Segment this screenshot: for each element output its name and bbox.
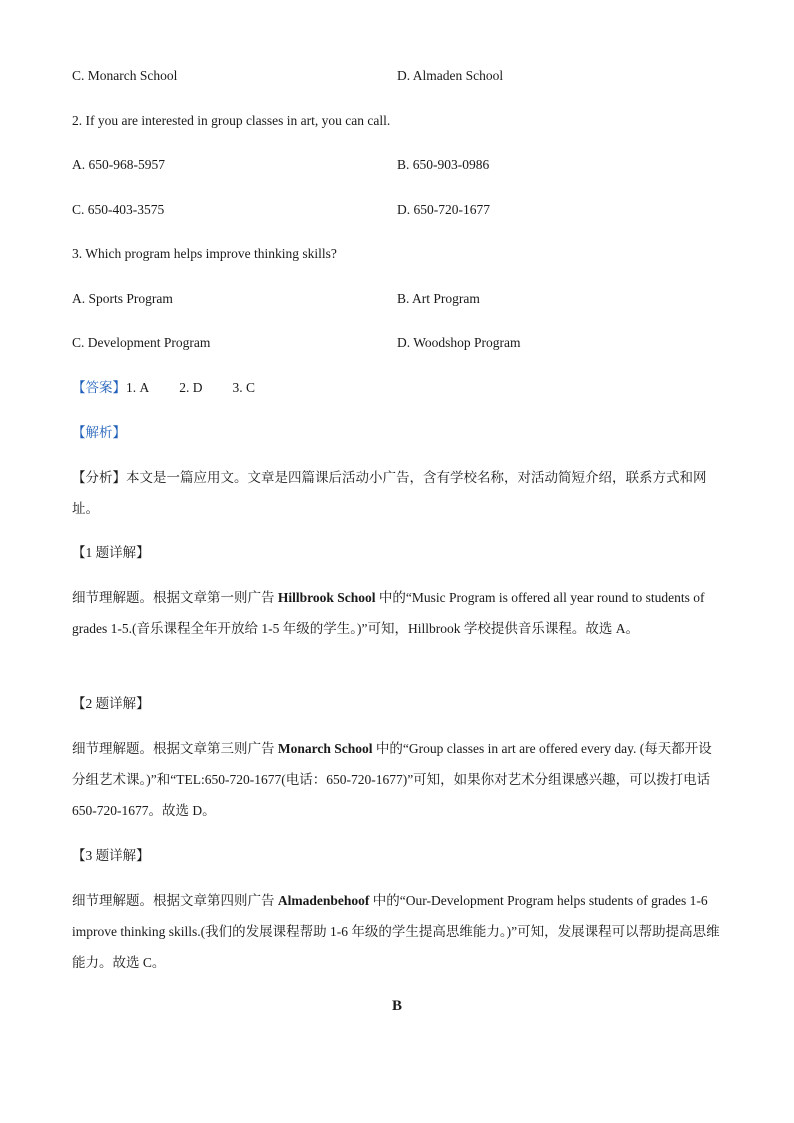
detail2-pre: 细节理解题。根据文章第三则广告 [72, 741, 278, 756]
q2-option-c: C. 650-403-3575 [72, 202, 165, 217]
detail3-heading: 【3 题详解】 [72, 848, 150, 863]
answer-2: 2. D [179, 380, 203, 395]
detail1-paragraph [72, 582, 724, 644]
section-b-heading: B [391, 998, 402, 1014]
q2-option-d: D. 650-720-1677 [397, 202, 490, 217]
detail2-post: 中的“Group classes in art are offered every day. (每天都开设分组艺术课。)”和“TEL:650-720-1677(电话：650-720-1677)”可知，如果你对艺术分组课感兴趣，可以拨打电话 650-720-1677。故选 D。 [72, 741, 712, 818]
q3-option-a: A. Sports Program [72, 291, 173, 306]
analysis-paragraph [72, 462, 724, 524]
detail1-pre: 细节理解题。根据文章第一则广告 [72, 590, 278, 605]
detail2-school: Monarch School [277, 741, 373, 756]
q3-option-d: D. Woodshop Program [397, 335, 521, 350]
detail2-heading: 【2 题详解】 [72, 696, 150, 711]
q3-option-b: B. Art Program [397, 291, 480, 306]
detail1-school: Hillbrook School [277, 590, 376, 605]
q2-option-a: A. 650-968-5957 [72, 157, 165, 172]
q1-option-d: D. Almaden School [397, 68, 504, 83]
answer-line [72, 378, 255, 398]
detail2-paragraph [72, 733, 724, 826]
detail1-heading: 【1 题详解】 [72, 545, 150, 560]
detail3-paragraph [72, 885, 724, 978]
q1-option-c: C. Monarch School [72, 68, 178, 83]
analysis-label: 【分析】 [72, 470, 126, 485]
analysis-text: 本文是一篇应用文。文章是四篇课后活动小广告，含有学校名称，对活动简短介绍，联系方式和网址。 [72, 470, 707, 516]
answer-tag: 【答案】 [72, 380, 126, 395]
analysis-tag: 【解析】 [72, 425, 126, 440]
detail3-school: Almadenbehoof [277, 893, 370, 908]
answer-1: 1. A [126, 380, 150, 395]
detail3-post: 中的“Our-Development Program helps students of grades 1-6 improve thinking skills.(我们的发展课程帮助 1-6 年级的学生提高思维能力。)”可知，发展课程可以帮助提高思维能力。故选 C。 [72, 893, 720, 970]
q2-question: 2. If you are interested in group classes in art, you can call. [72, 113, 391, 128]
q3-question: 3. Which program helps improve thinking skills? [72, 246, 337, 261]
q3-option-c: C. Development Program [72, 335, 211, 350]
q2-option-b: B. 650-903-0986 [397, 157, 490, 172]
detail3-pre: 细节理解题。根据文章第四则广告 [72, 893, 278, 908]
answer-3: 3. C [232, 380, 256, 395]
detail1-post: 中的“Music Program is offered all year round to students of grades 1-5.(音乐课程全年开放给 1-5 年级的学生。)”可知，Hillbrook 学校提供音乐课程。故选 A。 [72, 590, 705, 636]
